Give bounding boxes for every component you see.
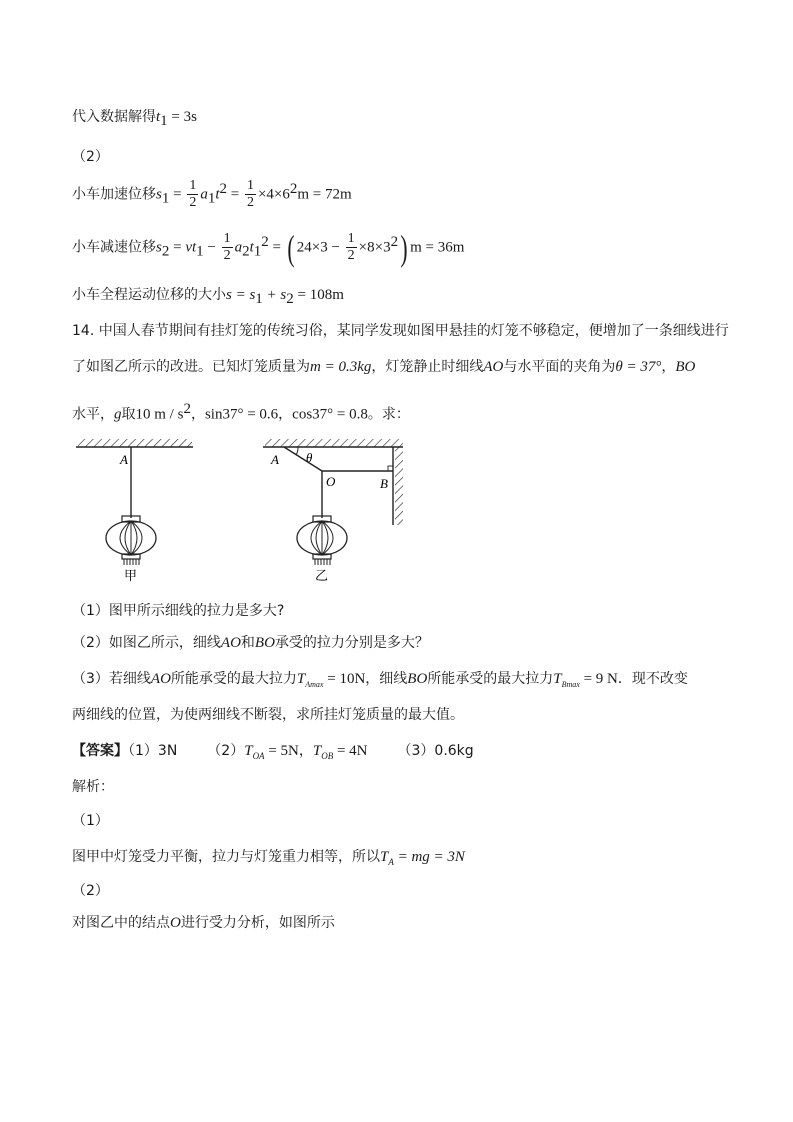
analysis-line-4 [72,912,335,934]
math-expr: ×4×6 [257,186,290,203]
text: ， [190,406,205,423]
math-sub: 1 [207,190,216,207]
math-value: 10 m / s [135,406,184,423]
math-minus: − [203,239,220,256]
figure-label-jia: 甲 [124,569,138,584]
math-result: = 108m [293,287,344,303]
math-sub: OB [321,750,334,761]
math-sub: 1 [196,243,204,260]
lantern-icon [297,516,347,565]
math-bo: BO [254,635,275,651]
part-2-label [72,146,109,168]
text: 。求： [367,406,410,423]
text: 水平， [72,406,114,423]
subquestion-1 [72,600,284,622]
math-sup: 2 [183,401,191,417]
analysis-part-2 [72,880,109,902]
math-sup: 2 [289,181,298,197]
math-sub: 2 [242,243,250,260]
math-t: T [296,671,306,687]
math-s: s [156,239,162,256]
math-t: T [244,743,253,759]
math-sin: sin37° = 0.6 [204,406,279,423]
answer-1: （1）3N [128,743,178,759]
text: 解析： [72,779,114,795]
question-14-line-3 [72,398,410,426]
numerator: 1 [347,231,355,247]
answer-2-prefix: （2） [207,743,245,759]
text: （2）如图乙所示，细线 [72,635,221,651]
text: 对图乙中的结点 [72,915,170,931]
math-expr: 24×3 − [296,239,344,256]
point-b-label: B [380,476,388,491]
text: 图甲中灯笼受力平衡，拉力与灯笼重力相等，所以 [72,849,380,865]
decel-displacement-line [72,222,464,271]
angle-arc [296,447,298,455]
math-vt: vt [185,239,197,256]
text: （2） [72,883,109,899]
analysis-line-2 [72,846,465,873]
math-value: = 10N [323,671,366,687]
accel-displacement-line [72,172,352,215]
total-displacement-line [72,284,344,310]
math-result: m = 72m [297,186,352,203]
question-14-line-1 [72,320,729,342]
math-t: T [380,849,389,865]
math-eq: = [268,239,285,256]
answer-3: （3）0.6kg [397,743,474,759]
math-cos: cos37° = 0.8 [292,406,368,423]
right-angle-mark [388,466,393,471]
text: 小车减速位移 [72,239,156,256]
text: （1）图甲所示细线的拉力是多大? [72,603,285,619]
math-sub: 1 [160,112,168,129]
analysis-part-1 [72,810,109,832]
math-theta: θ = 37° [615,359,662,375]
math-sub: 1 [253,243,262,260]
wall-hatch [395,447,403,525]
point-a-label: A [120,452,128,467]
fraction [245,178,256,211]
text: 小车全程运动位移的大小 [72,287,226,303]
string-ao [284,447,322,471]
ceiling-hatch [78,439,192,447]
subquestion-3-line-1 [72,668,688,696]
text: （2） [72,149,109,165]
denominator: 2 [347,248,355,264]
math-sup: 2 [219,181,227,197]
math-value: = 9 N [579,671,618,687]
math-value: = 5N [264,743,299,759]
left-paren: ( [287,227,295,268]
math-sup: 2 [390,234,399,250]
text: 14. 中国人春节期间有挂灯笼的传统习俗，某同学发现如图甲悬挂的灯笼不够稳定，便增加了一条细线进行 [72,323,729,339]
math-ao: AO [220,635,241,651]
math-o: O [170,915,181,931]
text: （3）若细线 [72,671,151,687]
subquestion-3-line-2 [72,704,464,726]
math-expr: ×8×3 [358,239,391,256]
text: ．现不改变 [617,671,688,687]
figure-label-yi: 乙 [315,569,329,584]
fraction [187,178,198,211]
figure-jia [76,439,193,584]
question-14-line-2 [72,356,695,378]
fraction [222,231,233,264]
math-sub: A [388,856,394,867]
math-value: = 4N [333,743,368,759]
numerator: 1 [223,231,231,247]
text: ，灯笼静止时细线 [371,359,484,375]
text: 两细线的位置，为使两细线不断裂，求所挂灯笼质量的最大值。 [72,707,464,723]
lantern-icon [106,516,156,565]
point-a-label: A [271,452,279,467]
math-a: a [234,239,243,256]
point-o-label: O [326,474,336,489]
math-expr: s = s [226,287,256,303]
math-a: a [200,186,208,203]
text: ， [278,406,293,423]
text: 所能承受的最大拉力 [427,671,554,687]
denominator: 2 [189,195,197,211]
math-sub: 1 [255,290,263,307]
denominator: 2 [246,195,254,211]
math-g: g [114,406,122,423]
math-bo: BO [675,359,696,375]
math-t: T [553,671,562,687]
math-sup: 2 [261,234,269,250]
text: 进行受力分析，如图所示 [180,915,335,931]
math-bo: BO [407,671,428,687]
math-t: T [312,743,322,759]
answer-line [72,740,474,767]
math-mass: m = 0.3kg [310,359,372,375]
text: 小车加速位移 [72,186,156,203]
math-t: t [215,186,220,203]
numerator: 1 [246,178,254,194]
math-sub: 1 [161,190,170,207]
math-t: t [156,109,161,125]
figure-yi [263,439,403,584]
math-ao: AO [150,671,171,687]
math-sub: Bmax [561,679,580,689]
numerator: 1 [189,178,197,194]
analysis-label [72,776,114,798]
math-sub: OA [252,750,265,761]
text: 所能承受的最大拉力 [170,671,297,687]
text: ， [661,359,676,375]
math-ao: AO [483,359,504,375]
right-paren: ) [400,227,408,268]
text: 和 [240,635,255,651]
fraction [346,231,357,264]
math-result: m = 36m [410,239,465,256]
math-sub: Amax [305,679,324,689]
math-s: s [156,186,162,203]
theta-label: θ [306,450,313,465]
math-eq: = [169,239,186,256]
text: 与水平面的夹角为 [503,359,616,375]
math-eq: = [226,186,243,203]
text: ， [298,743,313,759]
text: ，细线 [365,671,408,687]
text: 代入数据解得 [72,109,156,125]
text: （1） [72,813,109,829]
math-sub: 2 [286,290,294,307]
lantern-figures [0,430,793,590]
text: 取 [121,406,136,423]
solution-line-t1 [72,106,197,132]
math-value: = 3s [167,109,197,125]
math-value: = mg = 3N [393,849,465,865]
denominator: 2 [223,248,231,264]
subquestion-2 [72,632,429,654]
math-sub: 2 [161,243,170,260]
text: 承受的拉力分别是多大？ [274,635,429,651]
answer-label: 【答案】 [72,743,128,759]
math-t: t [249,239,254,256]
math-expr: + s [262,287,287,303]
ceiling-hatch [265,439,403,447]
math-eq: = [169,186,186,203]
text: 了如图乙所示的改进。已知灯笼质量为 [72,359,310,375]
